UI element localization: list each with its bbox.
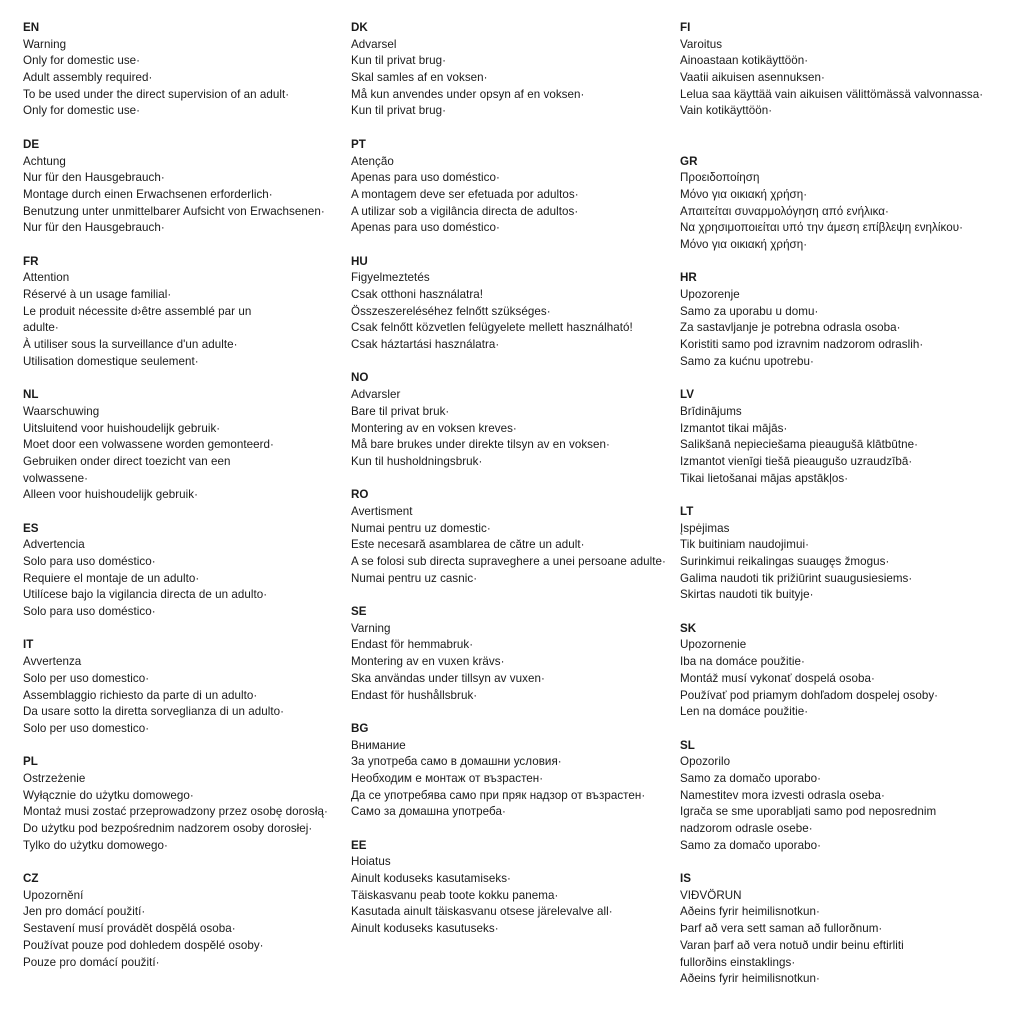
language-block-hr <box>680 270 1010 370</box>
block-spacer <box>23 854 341 871</box>
block-spacer <box>351 704 673 721</box>
warning-text-line: Requiere el montaje de un adulto· <box>23 571 200 585</box>
warning-text-line: Kun til privat brug· <box>351 54 447 68</box>
language-block-sk <box>680 621 1010 721</box>
warning-text-line: Solo para uso doméstico· <box>23 605 156 619</box>
language-block-lv <box>680 387 1010 487</box>
warning-heading: Advertencia <box>23 538 85 552</box>
block-spacer <box>351 587 673 604</box>
language-block-sl <box>680 738 1010 855</box>
block-spacer <box>351 821 673 838</box>
warning-text-line: A utilizar sob a vigilância directa de adultos· <box>351 204 579 218</box>
language-code: DK <box>351 21 368 34</box>
block-spacer <box>680 120 1010 153</box>
warning-text-line: Alleen voor huishoudelijk gebruik· <box>23 488 199 502</box>
warning-text-line: Izmantot vienīgi tiešā pieaugušo uzraudzībā· <box>680 454 913 468</box>
warning-heading: VIÐVÖRUN <box>680 888 742 902</box>
language-block-en <box>23 20 341 120</box>
warning-text-line: Numai pentru uz casnic· <box>351 571 478 585</box>
language-block-de <box>23 137 341 237</box>
language-code: PT <box>351 137 366 151</box>
column-1 <box>23 20 341 971</box>
warning-text-line: Pouze pro domácí použití· <box>23 955 160 969</box>
language-block-bg <box>351 721 673 821</box>
warning-text-line: Kun til privat brug· <box>351 104 447 118</box>
language-code: GR <box>680 154 698 168</box>
warning-text-line: Používať pod priamym dohľadom dospelej osoby· <box>680 688 939 702</box>
warning-text-line: Adult assembly required· <box>23 71 153 85</box>
warning-heading: Upozornenie <box>680 638 747 652</box>
block-spacer <box>23 120 341 137</box>
warning-text-line: Surinkimui reikalingas suaugęs žmogus· <box>680 555 890 569</box>
block-spacer <box>680 721 1010 738</box>
language-block-pl <box>23 754 341 854</box>
warning-text-line: To be used under the direct supervision of an adult· <box>23 87 290 101</box>
warning-heading: Upozorenje <box>680 288 740 302</box>
warning-text-line: Ainult koduseks kasutamiseks· <box>351 872 511 886</box>
language-code: CZ <box>23 872 39 886</box>
warning-text-line: Apenas para uso doméstico· <box>351 221 500 235</box>
column-3 <box>680 20 1010 988</box>
language-code: HR <box>680 271 697 285</box>
language-block-fi <box>680 20 1010 120</box>
block-spacer <box>680 604 1010 621</box>
warning-text-line: Only for domestic use· <box>23 104 141 118</box>
warning-text-line: Samo za uporabu u domu· <box>680 304 819 318</box>
warning-text-line: Skal samles af en voksen· <box>351 71 488 85</box>
block-spacer <box>23 621 341 638</box>
warning-text-line: Montering av en vuxen krävs· <box>351 655 505 669</box>
warning-text-line: Iba na domáce použitie· <box>680 655 805 669</box>
warning-text-line: Tik buitiniam naudojimui· <box>680 538 810 552</box>
warning-text-line: Ainult koduseks kasutuseks· <box>351 922 499 936</box>
warning-heading: Advarsel <box>351 37 397 51</box>
block-spacer <box>351 471 673 488</box>
warning-text-line: Μόνο για οικιακή χρήση· <box>680 187 808 201</box>
warning-text-line: Bare til privat bruk· <box>351 404 450 418</box>
warning-text-line: Only for domestic use· <box>23 54 141 68</box>
language-block-nl <box>23 387 341 504</box>
warning-heading: Achtung <box>23 154 66 168</box>
warning-text-line: volwassene· <box>23 471 88 485</box>
warning-text-line: Utilícese bajo la vigilancia directa de un adulto· <box>23 588 268 602</box>
warning-text-line: Apenas para uso doméstico· <box>351 171 500 185</box>
language-block-se <box>351 604 673 704</box>
warning-text-line: Να χρησιμοποιείται υπό την άμεση επίβλεψη ενηλίκου· <box>680 221 964 235</box>
block-spacer <box>351 120 673 137</box>
language-code: IS <box>680 872 692 886</box>
warning-text-line: adulte· <box>23 321 59 335</box>
warning-text-line: Samo za domačo uporabo· <box>680 771 821 785</box>
warning-text-line: Réservé à un usage familial· <box>23 288 172 301</box>
language-code: SL <box>680 738 695 752</box>
warning-text-line: Kun til husholdningsbruk· <box>351 454 483 468</box>
warning-text-line: Solo per uso domestico· <box>23 721 150 735</box>
warning-text-line: Za sastavljanje je potrebna odrasla osoba· <box>680 321 901 335</box>
warning-text-line: Samo za kućnu upotrebu· <box>680 354 814 368</box>
language-block-dk <box>351 20 673 120</box>
warning-text-line: Solo per uso domestico· <box>23 671 150 685</box>
language-code: BG <box>351 721 369 735</box>
language-block-gr <box>680 154 1010 254</box>
language-block-cz <box>23 871 341 971</box>
block-spacer <box>680 854 1010 871</box>
language-block-es <box>23 521 341 621</box>
warning-text-line: Απαιτείται συναρμολόγηση από ενήλικα· <box>680 204 889 218</box>
language-block-pt <box>351 137 673 237</box>
warning-heading: Προειδοποίηση <box>680 171 760 185</box>
warning-heading: Avvertenza <box>23 655 82 669</box>
warning-text-line: Montage durch einen Erwachsenen erforderlich· <box>23 187 273 201</box>
warning-text-line: Da usare sotto la diretta sorveglianza di un adulto· <box>23 705 285 719</box>
language-code: LV <box>680 388 695 402</box>
language-block-no <box>351 370 673 470</box>
warning-text-line: Nur für den Hausgebrauch· <box>23 221 165 235</box>
warning-text-line: Csak felnőtt közvetlen felügyelete mellett használható! <box>351 321 633 335</box>
warning-text-line: Moet door een volwassene worden gemonteerd· <box>23 438 274 452</box>
warning-text-line: Необходим е монтаж от възрастен· <box>351 771 544 785</box>
warning-text-line: За употреба само в домашни условия· <box>351 755 562 769</box>
warning-text-line: Да се употребява само при пряк надзор от възрастен· <box>351 788 646 802</box>
warning-text-line: Gebruiken onder direct toezicht van een <box>23 454 231 468</box>
warning-text-line: Igrača se sme uporabljati samo pod neposrednim <box>680 805 937 819</box>
warning-heading: Ostrzeżenie <box>23 771 86 785</box>
language-code: FI <box>680 21 691 34</box>
language-code: FR <box>23 254 39 268</box>
warning-text-line: Len na domáce použitie· <box>680 705 809 719</box>
warning-text-line: Ainoastaan kotikäyttöön· <box>680 54 809 68</box>
warning-text-line: Montáž musí vykonať dospelá osoba· <box>680 671 875 685</box>
warning-text-line: fullorðins einstaklings· <box>680 955 796 969</box>
warning-text-line: Vain kotikäyttöön· <box>680 104 773 118</box>
block-spacer <box>351 354 673 371</box>
language-block-is <box>680 871 1010 988</box>
warning-text-line: Este necesară asamblarea de către un adult· <box>351 538 585 552</box>
language-code: ES <box>23 521 39 535</box>
warning-text-line: Izmantot tikai mājās· <box>680 421 788 435</box>
language-block-ro <box>351 487 673 587</box>
warning-text-line: Varan þarf að vera notuð undir beinu eftirliti <box>680 938 904 952</box>
warning-text-line: Nur für den Hausgebrauch· <box>23 171 165 185</box>
warning-text-line: Tikai lietošanai mājas apstākļos· <box>680 471 849 485</box>
language-code: NO <box>351 371 369 385</box>
warning-text-line: Csak háztartási használatra· <box>351 338 500 352</box>
language-code: RO <box>351 488 369 502</box>
language-code: PL <box>23 755 38 769</box>
block-spacer <box>23 370 341 387</box>
warning-heading: Upozornění <box>23 888 84 902</box>
block-spacer <box>23 738 341 755</box>
warning-heading: Figyelmeztetés <box>351 271 430 285</box>
warning-text-line: Salikšanā nepieciešama pieaugušā klātbūtne· <box>680 438 919 452</box>
language-code: EN <box>23 21 40 34</box>
warning-heading: Opozorilo <box>680 755 731 769</box>
warning-text-line: Lelua saa käyttää vain aikuisen välittömässä valvonnassa· <box>680 87 984 101</box>
warning-text-line: Wyłącznie do użytku domowego· <box>23 788 194 802</box>
language-block-hu <box>351 254 673 354</box>
warning-text-line: Namestitev mora izvesti odrasla oseba· <box>680 788 885 802</box>
warning-text-line: Numai pentru uz domestic· <box>351 521 491 535</box>
language-block-lt <box>680 504 1010 604</box>
warning-heading: Avertisment <box>351 504 413 518</box>
warning-heading: Atenção <box>351 154 394 168</box>
warning-heading: Varoitus <box>680 37 723 51</box>
warning-text-line: Kasutada ainult täiskasvanu otsese järelevalve all· <box>351 905 613 919</box>
language-code: IT <box>23 638 34 652</box>
language-code: DE <box>23 137 40 151</box>
warning-text-line: Endast för hushållsbruk· <box>351 688 478 702</box>
block-spacer <box>23 237 341 254</box>
warning-text-line: Benutzung unter unmittelbarer Aufsicht von Erwachsenen· <box>23 204 325 218</box>
language-code: SK <box>680 621 697 635</box>
warning-text-line: Utilisation domestique seulement· <box>23 354 199 368</box>
warning-text-line: Aðeins fyrir heimilisnotkun· <box>680 905 820 919</box>
warning-heading: Warning <box>23 37 67 51</box>
warning-text-line: Endast för hemmabruk· <box>351 638 474 652</box>
block-spacer <box>680 370 1010 387</box>
warning-text-line: Montaż musi zostać przeprowadzony przez osobę dorosłą· <box>23 805 328 819</box>
warning-text-line: Solo para uso doméstico· <box>23 555 156 568</box>
warning-text-line: Montering av en voksen kreves· <box>351 421 517 435</box>
warning-text-line: Uitsluitend voor huishoudelijk gebruik· <box>23 421 221 435</box>
warning-text-line: Vaatii aikuisen asennuksen· <box>680 71 825 85</box>
warning-text-line: Μόνο για οικιακή χρήση· <box>680 237 808 251</box>
warning-text-line: Összeszereléséhez felnőtt szükséges· <box>351 304 551 318</box>
language-block-fr <box>23 254 341 371</box>
warning-text-line: Koristiti samo pod izravnim nadzorom odraslih· <box>680 338 924 352</box>
language-code: HU <box>351 254 368 268</box>
warning-text-line: Skirtas naudoti tik buityje· <box>680 588 814 602</box>
warning-text-line: Sestavení musí provádět dospělá osoba· <box>23 922 236 936</box>
warning-text-line: Täiskasvanu peab toote kokku panema· <box>351 888 559 902</box>
warning-heading: Waarschuwing <box>23 404 100 418</box>
column-2 <box>351 20 673 938</box>
warning-text-line: A montagem deve ser efetuada por adultos· <box>351 187 579 201</box>
block-spacer <box>680 487 1010 504</box>
warning-text-line: Assemblaggio richiesto da parte di un adulto· <box>23 688 258 702</box>
warning-text-line: Aðeins fyrir heimilisnotkun· <box>680 972 820 986</box>
warning-text-line: Le produit nécessite d›être assemblé par un <box>23 304 252 318</box>
warning-text-line: Må bare brukes under direkte tilsyn av en voksen· <box>351 438 610 452</box>
language-code: EE <box>351 838 367 852</box>
language-block-it <box>23 637 341 737</box>
warning-text-line: Do użytku pod bezpośrednim nadzorem osoby dorosłej· <box>23 822 313 835</box>
warning-text-line: Ska användas under tillsyn av vuxen· <box>351 671 545 685</box>
language-code: LT <box>680 504 694 518</box>
warning-heading: Attention <box>23 271 70 285</box>
warning-text-line: Galima naudoti tik prižiūrint suaugusiesiems· <box>680 571 913 585</box>
warning-text-line: Jen pro domácí použití· <box>23 905 146 919</box>
language-code: NL <box>23 388 39 402</box>
warning-text-line: À utiliser sous la surveillance d'un adulte· <box>23 338 238 352</box>
block-spacer <box>23 504 341 521</box>
warning-text-line: nadzorom odrasle osebe· <box>680 822 813 836</box>
warning-text-line: Само за домашна употреба· <box>351 805 506 819</box>
warning-heading: Įspėjimas <box>680 521 730 535</box>
warning-text-line: Tylko do użytku domowego· <box>23 838 168 852</box>
warning-heading: Hoiatus <box>351 855 391 869</box>
warning-text-line: Må kun anvendes under opsyn af en voksen· <box>351 87 585 101</box>
warning-text-line: Þarf að vera sett saman að fullorðnum· <box>680 922 883 936</box>
warning-heading: Varning <box>351 621 391 635</box>
warning-heading: Advarsler <box>351 388 401 402</box>
block-spacer <box>680 254 1010 271</box>
block-spacer <box>351 237 673 254</box>
warning-heading: Brīdinājums <box>680 404 742 418</box>
warning-text-line: Samo za domačo uporabo· <box>680 838 821 852</box>
warning-text-line: Csak otthoni használatra! <box>351 288 484 301</box>
warning-text-line: A se folosi sub directa supraveghere a unei persoane adulte· <box>351 555 666 568</box>
warning-text-line: Používat pouze pod dohledem dospělé osoby· <box>23 938 264 952</box>
language-block-ee <box>351 838 673 938</box>
language-code: SE <box>351 605 367 619</box>
warning-heading: Внимание <box>351 738 406 752</box>
